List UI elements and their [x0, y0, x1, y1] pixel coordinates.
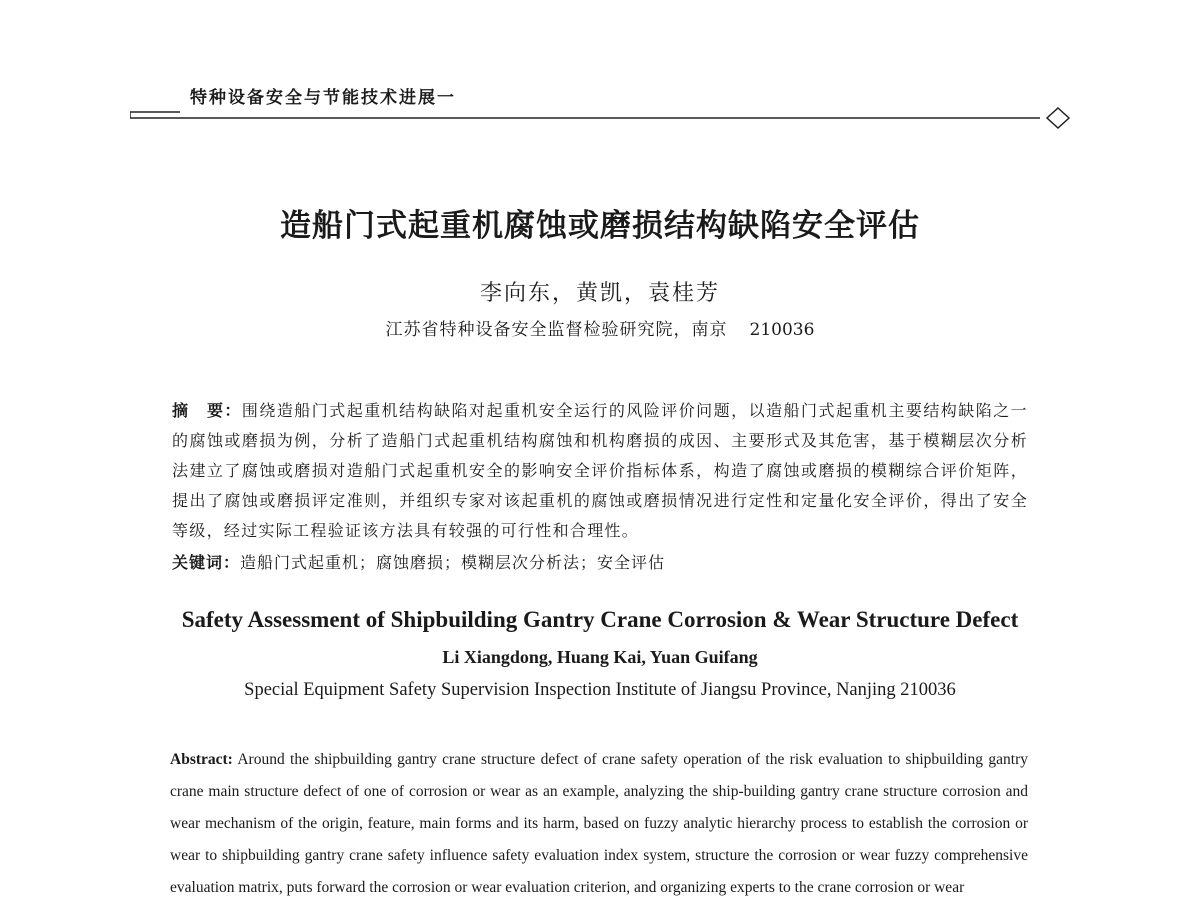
affiliation-cn: [0, 315, 1200, 340]
keywords-cn-label: 关键词：: [172, 553, 241, 572]
affiliation-cn-text: 江苏省特种设备安全监督检验研究院，南京: [385, 320, 728, 340]
running-header: 特种设备安全与节能技术进展一: [190, 88, 456, 108]
paper-title-en: Safety Assessment of Shipbuilding Gantry Crane Corrosion & Wear Structure Defect: [181, 607, 1019, 632]
affiliation-en: Special Equipment Safety Supervision Inspection Institute of Jiangsu Province, Nanjing 210036: [244, 680, 956, 700]
paper-title-cn: 造船门式起重机腐蚀或磨损结构缺陷安全评估: [280, 208, 920, 244]
diamond-ornament: [1047, 108, 1069, 128]
abstract-en-text: Around the shipbuilding gantry crane structure defect of crane safety operation of the risk evaluation to shipbuilding gantry crane main structure defect of one of corrosion or wear as an example, analyzing the ship-building gantry crane structure corrosion and wear mechanism of the origin, feature, main forms and its harm, based on fuzzy analytic hierarchy process to establish the corrosion or wear to shipbuilding gantry crane safety influence safety evaluation index system, structure the corrosion or wear fuzzy comprehensive evaluation matrix, puts forward the corrosion or wear evaluation criterion, and organizing experts to the crane corrosion or wear: [170, 751, 1028, 896]
postcode-cn: 210036: [749, 320, 815, 340]
authors-cn: 李向东，黄凯，袁桂芳: [479, 281, 720, 306]
keywords-cn: [172, 548, 1028, 578]
authors-en: Li Xiangdong, Huang Kai, Yuan Guifang: [442, 647, 758, 667]
abstract-cn-label: 摘 要：: [172, 401, 242, 420]
abstract-en-label: Abstract:: [170, 751, 233, 768]
header-rule: [130, 106, 1170, 130]
abstract-en: [170, 744, 1028, 904]
abstract-cn-text: 围绕造船门式起重机结构缺陷对起重机安全运行的风险评价问题，以造船门式起重机主要结构缺陷之一的腐蚀或磨损为例，分析了造船门式起重机结构腐蚀和机构磨损的成因、主要形式及其危害，基于模糊层次分析法建立了腐蚀或磨损对造船门式起重机安全的影响安全评价指标体系，构造了腐蚀或磨损的模糊综合评价矩阵，提出了腐蚀或磨损评定准则，并组织专家对该起重机的腐蚀或磨损情况进行定性和定量化安全评价，得出了安全等级，经过实际工程验证该方法具有较强的可行性和合理性。: [172, 401, 1028, 540]
abstract-cn: [172, 396, 1028, 546]
keywords-cn-text: 造船门式起重机；腐蚀磨损；模糊层次分析法；安全评估: [240, 553, 666, 572]
